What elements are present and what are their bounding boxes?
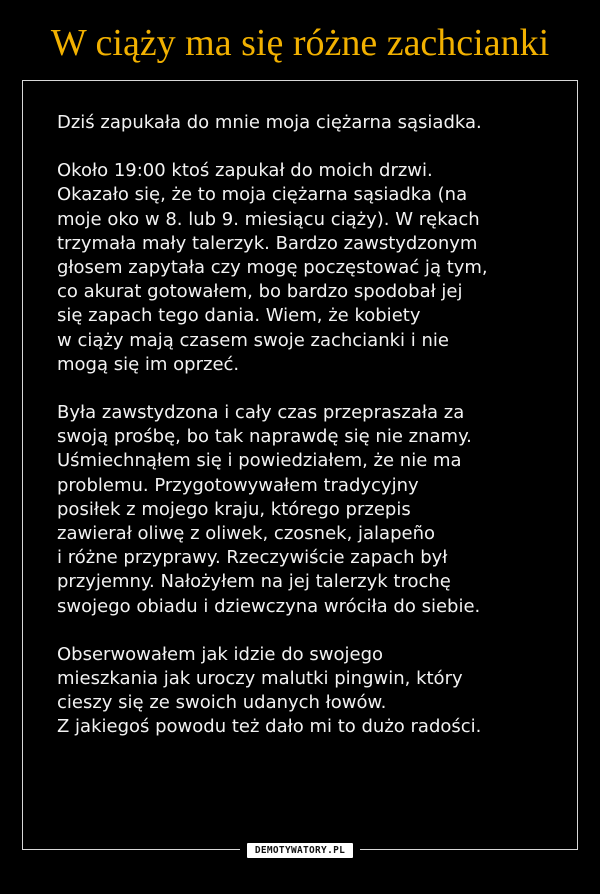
text-line: mogą się im oprzeć.: [57, 353, 240, 375]
text-line: Okazało się, że to moja ciężarna sąsiadka (na: [57, 184, 468, 206]
text-line: się zapach tego dania. Wiem, że kobiety: [57, 305, 421, 327]
text-line: zawierał oliwę z oliwek, czosnek, jalapeño: [57, 523, 435, 545]
story-text: [57, 111, 572, 764]
text-line: moje oko w 8. lub 9. miesiącu ciąży). W rękach: [57, 208, 480, 230]
story-paragraph: [57, 643, 572, 740]
text-line: przyjemny. Nałożyłem na jej talerzyk trochę: [57, 571, 451, 593]
page-title: W ciąży ma się różne zachcianki: [50, 22, 550, 64]
text-line: głosem zapytała czy mogę poczęstować ją tym,: [57, 257, 488, 279]
story-paragraph: [57, 159, 572, 377]
text-line: mieszkania jak uroczy malutki pingwin, który: [57, 668, 463, 690]
watermark-label: DEMOTYWATORY.PL: [247, 843, 353, 858]
text-line: Dziś zapukała do mnie moja ciężarna sąsiadka.: [57, 112, 482, 133]
text-line: swojego obiadu i dziewczyna wróciła do siebie.: [57, 595, 481, 617]
text-line: swoją prośbę, bo tak naprawdę się nie znamy.: [57, 426, 472, 448]
story-frame: [22, 80, 578, 850]
watermark: [240, 841, 360, 859]
text-line: posiłek z mojego kraju, którego przepis: [57, 498, 411, 520]
text-line: w ciąży mają czasem swoje zachcianki i nie: [57, 329, 449, 351]
text-line: trzymała mały talerzyk. Bardzo zawstydzonym: [57, 232, 478, 254]
story-paragraph: [57, 401, 572, 619]
text-line: cieszy się ze swoich udanych łowów.: [57, 692, 387, 714]
text-line: Uśmiechnąłem się i powiedziałem, że nie ma: [57, 450, 462, 472]
text-line: Z jakiegoś powodu też dało mi to dużo radości.: [57, 716, 482, 738]
text-line: Była zawstydzona i cały czas przepraszała za: [57, 402, 465, 424]
text-line: Obserwowałem jak idzie do swojego: [57, 643, 384, 665]
text-line: co akurat gotowałem, bo bardzo spodobał jej: [57, 281, 463, 303]
text-line: problemu. Przygotowywałem tradycyjny: [57, 474, 419, 496]
story-paragraph: [57, 111, 572, 135]
text-line: i różne przyprawy. Rzeczywiście zapach był: [57, 547, 448, 569]
text-line: Około 19:00 ktoś zapukał do moich drzwi.: [57, 160, 433, 182]
